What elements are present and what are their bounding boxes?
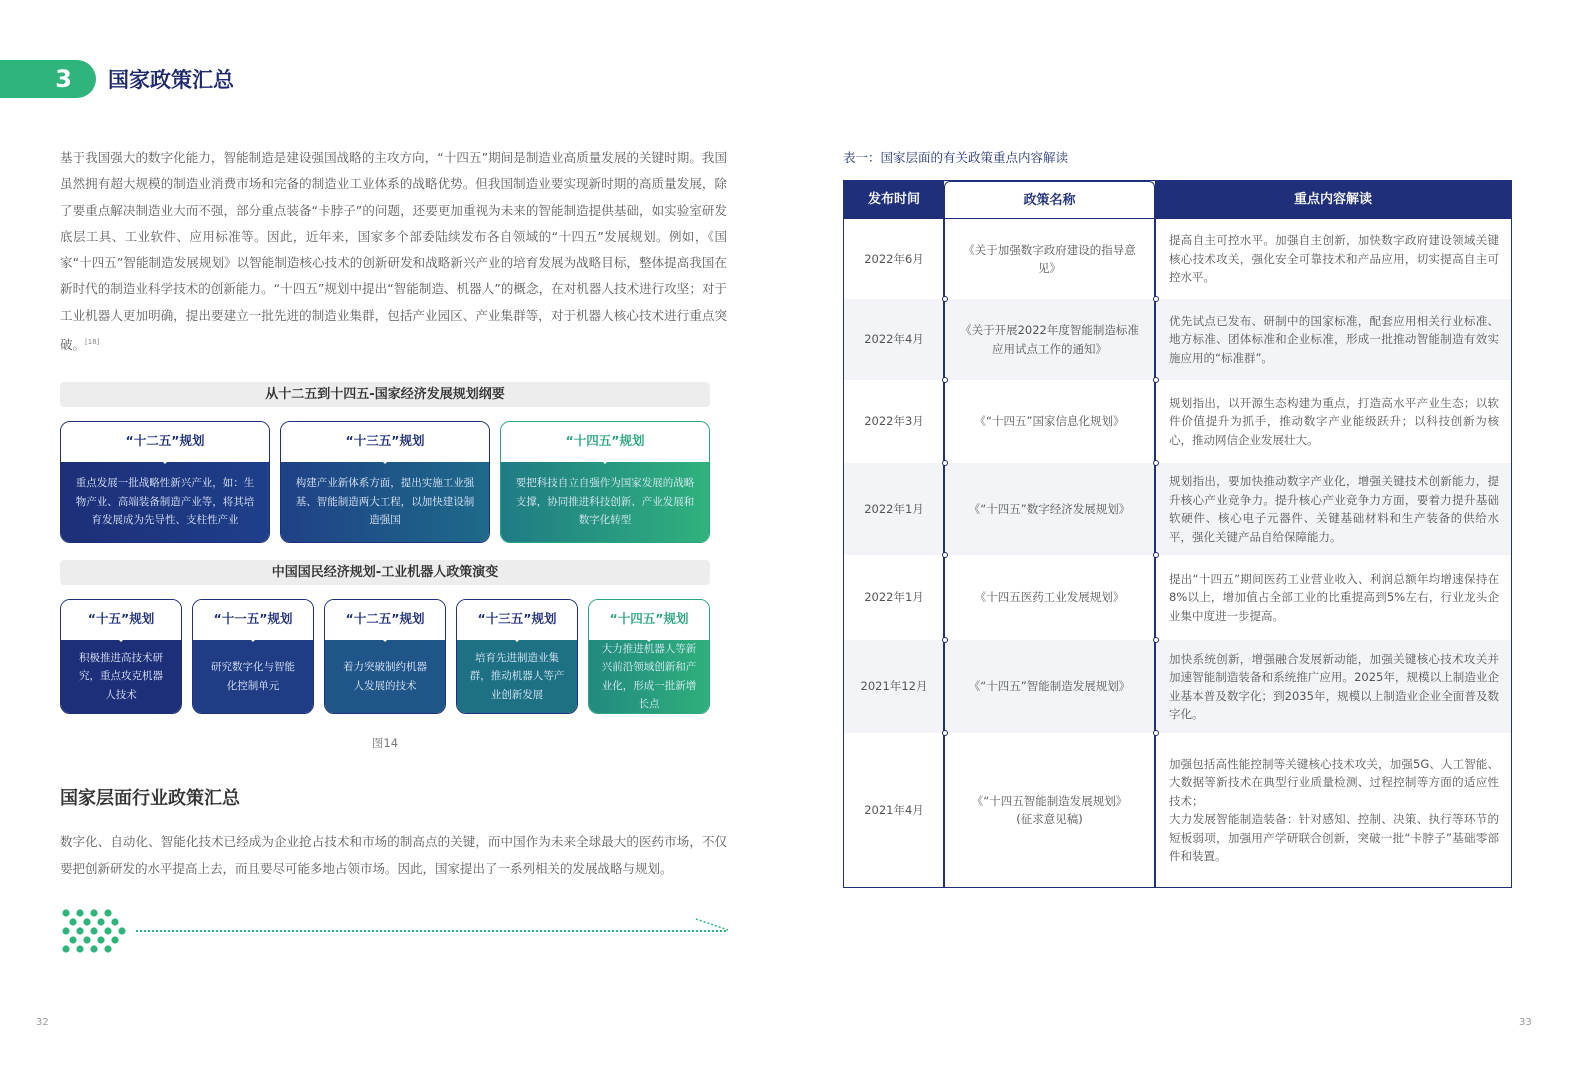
row-joint bbox=[1153, 730, 1159, 736]
row-joint bbox=[942, 552, 948, 558]
robot-plan-title: “十五”规划 bbox=[61, 600, 181, 640]
card-notch bbox=[377, 456, 393, 464]
decorative-dotted-line bbox=[136, 930, 726, 932]
robot-plan-card-13th bbox=[456, 599, 578, 714]
robot-plan-text: 大力推进机器人等新兴前沿领域创新和产业化，形成一批新增长点 bbox=[589, 640, 709, 713]
card-notch bbox=[641, 634, 657, 642]
intro-reference: [18] bbox=[85, 338, 100, 347]
card-notch bbox=[157, 456, 173, 464]
robot-plan-title: “十二五”规划 bbox=[325, 600, 445, 640]
figure-caption: 图14 bbox=[371, 736, 399, 750]
table-header bbox=[844, 181, 1511, 219]
robot-plan-title: “十四五”规划 bbox=[589, 600, 709, 640]
row-content: 规划指出，要加快推动数字产业化，增强关键技术创新能力，提升核心产业竞争力。提升核心产业竞争力方面，要着力提升基础软硬件、核心电子元器件、关键基础材料和生产装备的供给水平，强化关键产品自给保障能力。 bbox=[1169, 474, 1499, 544]
section-number-tab: 3 bbox=[0, 60, 96, 98]
row-policy-name: 《“十四五”数字经济发展规划》 bbox=[968, 501, 1131, 516]
figure-banner-2: 中国国民经济规划-工业机器人政策演变 bbox=[60, 560, 710, 585]
row-content: 提出“十四五”期间医药工业营业收入、利润总额年均增速保持在8%以上，增加值占全部工业的比重提高到5%左右，行业龙头企业集中度进一步提高。 bbox=[1169, 571, 1499, 623]
row-content: 规划指出，以开源生态构建为重点，打造高水平产业生态；以软件价值提升为抓手，推动数字产业能级跃升；以科技创新为核心，推动网信企业发展壮大。 bbox=[1169, 395, 1499, 447]
row-date: 2022年4月 bbox=[864, 332, 924, 347]
row-date: 2022年3月 bbox=[864, 414, 924, 429]
row-date: 2022年6月 bbox=[864, 251, 924, 266]
row-policy-name: 《关于开展2022年度智能制造标准应用试点工作的通知》 bbox=[960, 323, 1139, 356]
robot-plan-card-12th bbox=[324, 599, 446, 714]
robot-plan-text: 着力突破制约机器人发展的技术 bbox=[325, 640, 445, 713]
row-joint bbox=[1153, 552, 1159, 558]
row-content: 加快系统创新，增强融合发展新动能，加强关键核心技术攻关并加速智能制造装备和系统推广应用。2025年，规模以上制造业企业基本普及数字化；到2035年，规模以上制造业企业全面普及数字化。 bbox=[1169, 651, 1499, 721]
policy-table bbox=[843, 180, 1512, 888]
row-joint bbox=[1153, 637, 1159, 643]
robot-plan-text: 积极推进高技术研究，重点攻克机器人技术 bbox=[61, 640, 181, 713]
row-policy-name: 《十四五医药工业发展规划》 bbox=[974, 590, 1125, 605]
row-joint bbox=[1153, 460, 1159, 466]
plan-card-12th bbox=[60, 421, 270, 543]
robot-plan-title: “十三五”规划 bbox=[457, 600, 577, 640]
row-policy-name: 《关于加强数字政府建设的指导意见》 bbox=[963, 242, 1136, 275]
figure-banner-1: 从十二五到十四五-国家经济发展规划纲要 bbox=[60, 382, 710, 407]
card-notch bbox=[509, 634, 525, 642]
row-policy-name: 《“十四五智能制造发展规划》(征求意见稿) bbox=[971, 793, 1128, 826]
robot-plan-card-11th bbox=[192, 599, 314, 714]
plan-card-title: “十四五”规划 bbox=[501, 422, 709, 462]
page-number-left: 32 bbox=[36, 1017, 49, 1028]
plan-card-title: “十二五”规划 bbox=[61, 422, 269, 462]
card-notch bbox=[245, 634, 261, 642]
row-joint bbox=[942, 730, 948, 736]
robot-plan-text: 培育先进制造业集群，推动机器人等产业创新发展 bbox=[457, 640, 577, 713]
plan-card-text: 重点发展一批战略性新兴产业，如：生物产业、高端装备制造产业等，将其培育发展成为先导性、支柱性产业 bbox=[61, 462, 269, 542]
decorative-arrow-icon bbox=[696, 918, 730, 932]
header-policy-name: 政策名称 bbox=[944, 181, 1155, 219]
intro-text: 基于我国强大的数字化能力，智能制造是建设强国战略的主攻方向，“十四五”期间是制造业高质量发展的关键时期。我国虽然拥有超大规模的制造业消费市场和完备的制造业工业体系的战略优势。但我国制造业要实现新时期的高质量发展，除了要重点解决制造业大而不强，部分重点装备“卡脖子”的问题，还要更加重视为未来的智能制造提供基础，如实验室研发底层工具、工业软件、应用标准等。因此，近年来，国家多个部委陆续发布各自领域的“十四五”发展规划。例如，《国家“十四五”智能制造发展规划》以智能制造核心技术的创新研发和战略新兴产业的培育发展为战略目标，整体提高我国在新时代的制造业科学技术的创新能力。“十四五”规划中提出“智能制造、机器人”的概念，在对机器人技术进行攻坚；对于工业机器人更加明确，提出要建立一批先进的制造业集群，包括产业园区、产业集群等，对于机器人核心技术进行重点突破。 bbox=[60, 150, 727, 353]
card-notch bbox=[597, 456, 613, 464]
row-date: 2022年1月 bbox=[864, 501, 924, 516]
plan-card-title: “十三五”规划 bbox=[281, 422, 489, 462]
subsection-title: 国家层面行业政策汇总 bbox=[60, 788, 240, 809]
card-notch bbox=[377, 634, 393, 642]
row-joint bbox=[942, 296, 948, 302]
row-joint bbox=[942, 637, 948, 643]
row-content: 提高自主可控水平。加强自主创新，加快数字政府建设领域关键核心技术攻关，强化安全可靠技术和产品应用，切实提高自主可控水平。 bbox=[1169, 233, 1499, 285]
plan-card-text: 构建产业新体系方面，提出实施工业强基、智能制造两大工程，以加快建设制造强国 bbox=[281, 462, 489, 542]
plan-card-14th bbox=[500, 421, 710, 543]
row-joint bbox=[1153, 377, 1159, 383]
robot-plan-card-14th bbox=[588, 599, 710, 714]
row-joint bbox=[942, 460, 948, 466]
row-content: 加强包括高性能控制等关键核心技术攻关，加强5G、人工智能、大数据等新技术在典型行业质量检测、过程控制等方面的适应性技术； 大力发展智能制造装备：针对感知、控制、决策、执行等环节的短板弱项，加强用产学研联合创新，突破一批“卡脖子”基础零部件和装置。 bbox=[1169, 756, 1499, 863]
row-joint bbox=[1153, 296, 1159, 302]
robot-plan-title: “十一五”规划 bbox=[193, 600, 313, 640]
row-policy-name: 《“十四五”国家信息化规划》 bbox=[974, 414, 1125, 429]
decorative-dots-icon bbox=[60, 908, 130, 956]
header-date: 发布时间 bbox=[844, 181, 944, 219]
robot-plan-text: 研究数字化与智能化控制单元 bbox=[193, 640, 313, 713]
robot-plan-card-10th bbox=[60, 599, 182, 714]
section-title: 国家政策汇总 bbox=[108, 68, 234, 92]
row-content: 优先试点已发布、研制中的国家标准，配套应用相关行业标准、地方标准、团体标准和企业标准，形成一批推动智能制造有效实施应用的“标准群”。 bbox=[1169, 313, 1499, 365]
plan-card-13th bbox=[280, 421, 490, 543]
row-date: 2022年1月 bbox=[864, 590, 924, 605]
row-policy-name: 《“十四五”智能制造发展规划》 bbox=[968, 679, 1131, 694]
plan-card-text: 要把科技自立自强作为国家发展的战略支撑，协同推进科技创新、产业发展和数字化转型 bbox=[501, 462, 709, 542]
intro-paragraph bbox=[60, 145, 727, 359]
row-joint bbox=[942, 377, 948, 383]
header-content: 重点内容解读 bbox=[1155, 181, 1511, 219]
row-date: 2021年4月 bbox=[864, 802, 924, 817]
row-date: 2021年12月 bbox=[860, 679, 928, 694]
card-notch bbox=[113, 634, 129, 642]
table-caption: 表一：国家层面的有关政策重点内容解读 bbox=[843, 150, 1069, 165]
page-number-right: 33 bbox=[1519, 1017, 1532, 1028]
subsection-paragraph: 数字化、自动化、智能化技术已经成为企业抢占技术和市场的制高点的关键，而中国作为未来全球最大的医药市场，不仅要把创新研发的水平提高上去，而且要尽可能多地占领市场。因此，国家提出了一系列相关的发展战略与规划。 bbox=[60, 834, 727, 876]
